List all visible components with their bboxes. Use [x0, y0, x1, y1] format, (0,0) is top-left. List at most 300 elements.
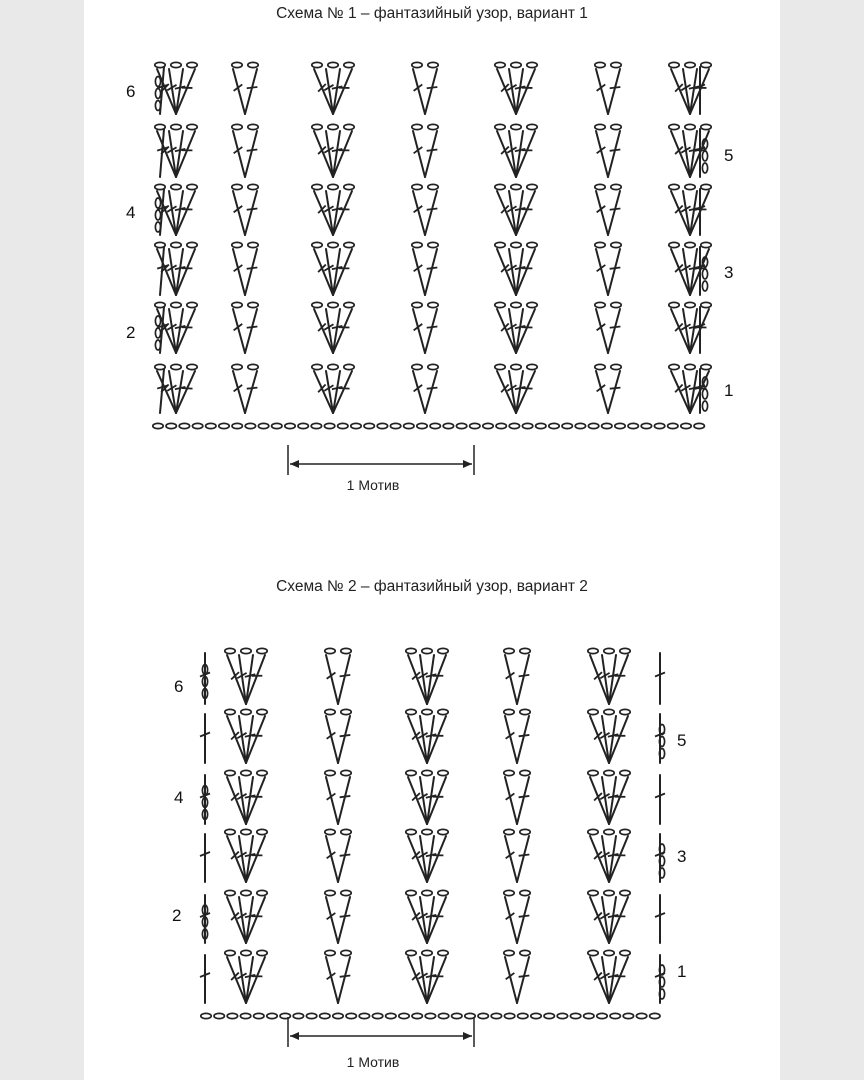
- double-crochet-stitch: [413, 309, 425, 353]
- chain-stitch: [604, 890, 614, 895]
- chain-stitch: [232, 364, 242, 369]
- chain-stitch: [312, 184, 322, 189]
- chain-stitch: [377, 423, 387, 428]
- chain-stitch: [257, 950, 267, 955]
- chain-stitch: [702, 151, 707, 161]
- chain-stitch: [155, 89, 160, 99]
- chain-stitch: [241, 829, 251, 834]
- chain-stitch: [588, 829, 598, 834]
- double-crochet-stitch: [338, 716, 350, 763]
- chain-stitch: [669, 364, 679, 369]
- chain-stitch: [325, 648, 335, 653]
- chain-stitch: [428, 62, 438, 67]
- chain-stitch: [511, 184, 521, 189]
- chain-stitch: [702, 281, 707, 291]
- chain-stitch: [685, 62, 695, 67]
- chain-stitch: [518, 1013, 528, 1018]
- chain-stitch: [527, 364, 537, 369]
- chain-stitch: [155, 340, 160, 350]
- double-crochet-stitch: [517, 777, 529, 824]
- chain-stitch: [702, 389, 707, 399]
- chain-stitch: [406, 770, 416, 775]
- chain-stitch: [341, 770, 351, 775]
- double-crochet-stitch: [596, 69, 608, 114]
- chain-stitch: [171, 302, 181, 307]
- chain-stitch: [520, 950, 530, 955]
- double-crochet-stitch: [517, 897, 529, 943]
- chain-stitch: [312, 62, 322, 67]
- chain-stitch: [166, 423, 176, 428]
- chain-stitch: [422, 829, 432, 834]
- double-crochet-stitch: [425, 131, 437, 177]
- chain-stitch: [438, 709, 448, 714]
- double-crochet-stitch: [425, 191, 437, 235]
- double-crochet-stitch: [596, 309, 608, 353]
- stitch-slash: [427, 209, 438, 210]
- chain-stitch: [669, 124, 679, 129]
- chain-stitch: [386, 1013, 396, 1018]
- chain-stitch: [428, 242, 438, 247]
- s1-row-label-6: 6: [126, 82, 136, 101]
- chain-stitch: [456, 423, 466, 428]
- chain-stitch: [312, 364, 322, 369]
- chain-stitch: [611, 302, 621, 307]
- chain-stitch: [702, 163, 707, 173]
- double-crochet-stitch: [233, 371, 245, 413]
- chain-stitch: [245, 423, 255, 428]
- double-crochet-stitch: [233, 191, 245, 235]
- chain-stitch: [312, 302, 322, 307]
- chain-stitch: [595, 302, 605, 307]
- double-crochet-stitch: [425, 249, 437, 295]
- chain-stitch: [171, 184, 181, 189]
- chain-stitch: [520, 890, 530, 895]
- chain-stitch: [364, 423, 374, 428]
- chain-stitch: [685, 364, 695, 369]
- double-crochet-stitch: [338, 777, 350, 824]
- chain-stitch: [604, 770, 614, 775]
- stitch-slash: [427, 388, 438, 389]
- chain-stitch: [611, 242, 621, 247]
- chain-stitch: [595, 124, 605, 129]
- chain-stitch: [701, 364, 711, 369]
- chain-stitch: [611, 364, 621, 369]
- chain-stitch: [509, 423, 519, 428]
- chain-stitch: [171, 242, 181, 247]
- chain-stitch: [531, 1013, 541, 1018]
- chain-stitch: [604, 648, 614, 653]
- double-crochet-stitch: [608, 249, 620, 295]
- chain-stitch: [171, 364, 181, 369]
- chain-stitch: [584, 1013, 594, 1018]
- double-crochet-stitch: [233, 69, 245, 114]
- chain-stitch: [412, 184, 422, 189]
- chain-stitch: [372, 1013, 382, 1018]
- chain-stitch: [595, 62, 605, 67]
- chain-stitch: [504, 709, 514, 714]
- double-crochet-stitch: [338, 836, 350, 882]
- stitch-slash: [519, 915, 530, 916]
- chain-stitch: [232, 423, 242, 428]
- chain-stitch: [241, 950, 251, 955]
- double-crochet-stitch: [505, 777, 517, 824]
- chain-stitch: [562, 423, 572, 428]
- double-crochet-stitch: [425, 309, 437, 353]
- chain-stitch: [669, 62, 679, 67]
- chain-stitch: [338, 423, 348, 428]
- chain-stitch: [406, 890, 416, 895]
- chain-stitch: [549, 423, 559, 428]
- chain-stitch: [511, 242, 521, 247]
- chain-stitch: [333, 1013, 343, 1018]
- chain-stitch: [341, 709, 351, 714]
- double-crochet-stitch: [338, 957, 350, 1003]
- chain-stitch: [351, 423, 361, 428]
- chain-stitch: [527, 302, 537, 307]
- chain-stitch: [241, 890, 251, 895]
- chain-stitch: [428, 124, 438, 129]
- stitch-slash: [427, 327, 438, 328]
- double-crochet-stitch: [326, 957, 338, 1003]
- stitch-slash: [519, 735, 530, 736]
- chain-stitch: [483, 423, 493, 428]
- chain-stitch: [504, 950, 514, 955]
- chain-stitch: [588, 423, 598, 428]
- chain-stitch: [470, 423, 480, 428]
- scheme-1-chart: [153, 62, 711, 475]
- stitch-slash: [340, 975, 351, 976]
- chain-stitch: [430, 423, 440, 428]
- double-crochet-stitch: [505, 716, 517, 763]
- chain-stitch: [171, 124, 181, 129]
- chain-stitch: [240, 1013, 250, 1018]
- chain-stitch: [257, 648, 267, 653]
- chain-stitch: [225, 829, 235, 834]
- double-crochet-stitch: [413, 371, 425, 413]
- chain-stitch: [406, 648, 416, 653]
- chain-stitch: [422, 950, 432, 955]
- double-crochet-stitch: [505, 897, 517, 943]
- chain-stitch: [495, 302, 505, 307]
- double-crochet-stitch: [326, 897, 338, 943]
- chain-stitch: [495, 62, 505, 67]
- double-crochet-stitch: [413, 249, 425, 295]
- chain-stitch: [406, 950, 416, 955]
- chain-stitch: [412, 124, 422, 129]
- chain-stitch: [422, 709, 432, 714]
- stitch-slash: [519, 975, 530, 976]
- double-crochet-stitch: [245, 249, 257, 295]
- chain-stitch: [504, 648, 514, 653]
- chain-stitch: [422, 770, 432, 775]
- double-crochet-stitch: [517, 716, 529, 763]
- stitch-slash: [247, 87, 258, 88]
- chain-stitch: [520, 648, 530, 653]
- chain-stitch: [187, 62, 197, 67]
- chain-stitch: [575, 423, 585, 428]
- double-crochet-stitch: [505, 836, 517, 882]
- chain-stitch: [312, 242, 322, 247]
- chain-stitch: [359, 1013, 369, 1018]
- chain-stitch: [611, 184, 621, 189]
- chain-stitch: [620, 890, 630, 895]
- chain-stitch: [412, 364, 422, 369]
- chain-stitch: [155, 210, 160, 220]
- chain-stitch: [225, 648, 235, 653]
- chain-stitch: [257, 890, 267, 895]
- chain-stitch: [257, 829, 267, 834]
- chain-stitch: [325, 950, 335, 955]
- chain-stitch: [604, 829, 614, 834]
- chain-stitch: [187, 364, 197, 369]
- double-crochet-stitch: [245, 309, 257, 353]
- scheme-2-title: Схема № 2 – фантазийный узор, вариант 2: [276, 578, 588, 595]
- chain-stitch: [254, 1013, 264, 1018]
- chain-stitch: [325, 890, 335, 895]
- chain-stitch: [438, 1013, 448, 1018]
- chain-stitch: [248, 302, 258, 307]
- double-crochet-stitch: [413, 191, 425, 235]
- chain-stitch: [701, 242, 711, 247]
- chain-stitch: [422, 648, 432, 653]
- chain-stitch: [280, 1013, 290, 1018]
- double-crochet-stitch: [413, 131, 425, 177]
- double-crochet-stitch: [338, 897, 350, 943]
- double-crochet-stitch: [233, 131, 245, 177]
- scheme-2-chart: [200, 648, 665, 1047]
- chain-stitch: [557, 1013, 567, 1018]
- chain-stitch: [155, 198, 160, 208]
- chain-stitch: [659, 868, 664, 878]
- stitch-slash: [247, 149, 258, 150]
- chain-stitch: [491, 1013, 501, 1018]
- s2-row-label-3: 3: [677, 847, 687, 866]
- chain-stitch: [232, 302, 242, 307]
- double-crochet-stitch: [245, 69, 257, 114]
- chain-stitch: [511, 62, 521, 67]
- chain-stitch: [620, 648, 630, 653]
- chain-stitch: [527, 62, 537, 67]
- chain-stitch: [328, 242, 338, 247]
- chain-stitch: [570, 1013, 580, 1018]
- s2-row-label-6: 6: [174, 677, 184, 696]
- chain-stitch: [344, 184, 354, 189]
- stitch-slash: [427, 267, 438, 268]
- chain-stitch: [620, 709, 630, 714]
- stitch-slash: [340, 735, 351, 736]
- stitch-slash: [610, 149, 621, 150]
- double-crochet-stitch: [608, 371, 620, 413]
- chain-stitch: [399, 1013, 409, 1018]
- chain-stitch: [155, 222, 160, 232]
- chain-stitch: [320, 1013, 330, 1018]
- double-crochet-stitch: [596, 371, 608, 413]
- chain-stitch: [641, 423, 651, 428]
- chain-stitch: [685, 124, 695, 129]
- stitch-slash: [340, 854, 351, 855]
- chain-stitch: [604, 950, 614, 955]
- chain-stitch: [610, 1013, 620, 1018]
- chain-stitch: [602, 423, 612, 428]
- double-crochet-stitch: [608, 69, 620, 114]
- chain-stitch: [701, 302, 711, 307]
- chain-stitch: [620, 950, 630, 955]
- stitch-slash: [340, 675, 351, 677]
- chain-stitch: [620, 829, 630, 834]
- chain-stitch: [155, 77, 160, 87]
- stitch-slash: [340, 796, 351, 797]
- s1-row-label-3: 3: [724, 263, 734, 282]
- chain-stitch: [604, 709, 614, 714]
- stitch-slash: [610, 267, 621, 268]
- chain-stitch: [668, 423, 678, 428]
- chain-stitch: [171, 62, 181, 67]
- chain-stitch: [504, 1013, 514, 1018]
- double-crochet-stitch: [505, 957, 517, 1003]
- chain-stitch: [702, 401, 707, 411]
- chain-stitch: [588, 648, 598, 653]
- double-crochet-stitch: [413, 69, 425, 114]
- chain-stitch: [248, 62, 258, 67]
- chain-stitch: [248, 124, 258, 129]
- chain-stitch: [438, 648, 448, 653]
- chain-stitch: [325, 829, 335, 834]
- chain-stitch: [412, 62, 422, 67]
- chain-stitch: [595, 242, 605, 247]
- stitch-slash: [519, 796, 530, 797]
- double-crochet-stitch: [326, 836, 338, 882]
- double-crochet-stitch: [517, 836, 529, 882]
- chain-stitch: [214, 1013, 224, 1018]
- chain-stitch: [495, 364, 505, 369]
- chain-stitch: [428, 302, 438, 307]
- chain-stitch: [187, 184, 197, 189]
- chain-stitch: [659, 856, 664, 866]
- chain-stitch: [438, 950, 448, 955]
- stitch-slash: [340, 915, 351, 916]
- chain-stitch: [206, 423, 216, 428]
- chain-stitch: [232, 62, 242, 67]
- chain-stitch: [428, 184, 438, 189]
- chain-stitch: [412, 1013, 422, 1018]
- chain-stitch: [478, 1013, 488, 1018]
- chain-stitch: [438, 770, 448, 775]
- chain-stitch: [241, 770, 251, 775]
- chain-stitch: [495, 124, 505, 129]
- chain-stitch: [404, 423, 414, 428]
- chain-stitch: [495, 184, 505, 189]
- scheme-1-title: Схема № 1 – фантазийный узор, вариант 1: [276, 5, 588, 22]
- chain-stitch: [344, 242, 354, 247]
- chain-stitch: [650, 1013, 660, 1018]
- chain-stitch: [258, 423, 268, 428]
- chain-stitch: [659, 989, 664, 999]
- double-crochet-stitch: [245, 191, 257, 235]
- chain-stitch: [306, 1013, 316, 1018]
- chain-stitch: [701, 62, 711, 67]
- double-crochet-stitch: [338, 655, 350, 704]
- double-crochet-stitch: [596, 131, 608, 177]
- chain-stitch: [406, 709, 416, 714]
- double-crochet-stitch: [608, 191, 620, 235]
- s1-row-label-4: 4: [126, 203, 136, 222]
- chain-stitch: [701, 124, 711, 129]
- chain-stitch: [428, 364, 438, 369]
- chain-stitch: [438, 890, 448, 895]
- chain-stitch: [293, 1013, 303, 1018]
- chain-stitch: [536, 423, 546, 428]
- motif-arrow-head-left: [290, 1032, 299, 1040]
- chain-stitch: [588, 950, 598, 955]
- chain-stitch: [588, 890, 598, 895]
- s2-row-label-2: 2: [172, 906, 182, 925]
- chain-stitch: [701, 184, 711, 189]
- double-crochet-stitch: [596, 249, 608, 295]
- chain-stitch: [511, 364, 521, 369]
- chain-stitch: [620, 770, 630, 775]
- chain-stitch: [241, 648, 251, 653]
- stitch-slash: [427, 149, 438, 150]
- stitch-slash: [247, 327, 258, 328]
- chain-stitch: [257, 770, 267, 775]
- chain-stitch: [257, 709, 267, 714]
- chain-stitch: [685, 184, 695, 189]
- s1-row-label-2: 2: [126, 323, 136, 342]
- chain-stitch: [495, 242, 505, 247]
- chain-stitch: [527, 184, 537, 189]
- stitch-slash: [519, 854, 530, 855]
- chain-stitch: [504, 770, 514, 775]
- chain-stitch: [654, 423, 664, 428]
- chain-stitch: [595, 364, 605, 369]
- chain-stitch: [511, 302, 521, 307]
- chain-stitch: [422, 890, 432, 895]
- chain-stitch: [232, 242, 242, 247]
- chain-stitch: [272, 423, 282, 428]
- chain-stitch: [597, 1013, 607, 1018]
- chain-stitch: [341, 829, 351, 834]
- chain-stitch: [325, 709, 335, 714]
- chain-stitch: [328, 302, 338, 307]
- chain-stitch: [669, 184, 679, 189]
- chain-stitch: [248, 242, 258, 247]
- chain-stitch: [248, 184, 258, 189]
- chain-stitch: [328, 184, 338, 189]
- chain-stitch: [192, 423, 202, 428]
- chain-stitch: [417, 423, 427, 428]
- s2-row-label-4: 4: [174, 788, 184, 807]
- double-crochet-stitch: [425, 371, 437, 413]
- chain-stitch: [225, 950, 235, 955]
- double-crochet-stitch: [233, 309, 245, 353]
- stitch-slash: [247, 388, 258, 389]
- s1-row-label-1: 1: [724, 381, 734, 400]
- chain-stitch: [219, 423, 229, 428]
- chain-stitch: [312, 124, 322, 129]
- chain-stitch: [659, 977, 664, 987]
- chain-stitch: [615, 423, 625, 428]
- chain-stitch: [328, 364, 338, 369]
- chain-stitch: [344, 62, 354, 67]
- motif-arrow-head-right: [463, 1032, 472, 1040]
- chain-stitch: [406, 829, 416, 834]
- chain-stitch: [443, 423, 453, 428]
- stitch-slash: [610, 327, 621, 328]
- chain-stitch: [412, 242, 422, 247]
- chain-stitch: [520, 709, 530, 714]
- chain-stitch: [504, 890, 514, 895]
- chain-stitch: [685, 302, 695, 307]
